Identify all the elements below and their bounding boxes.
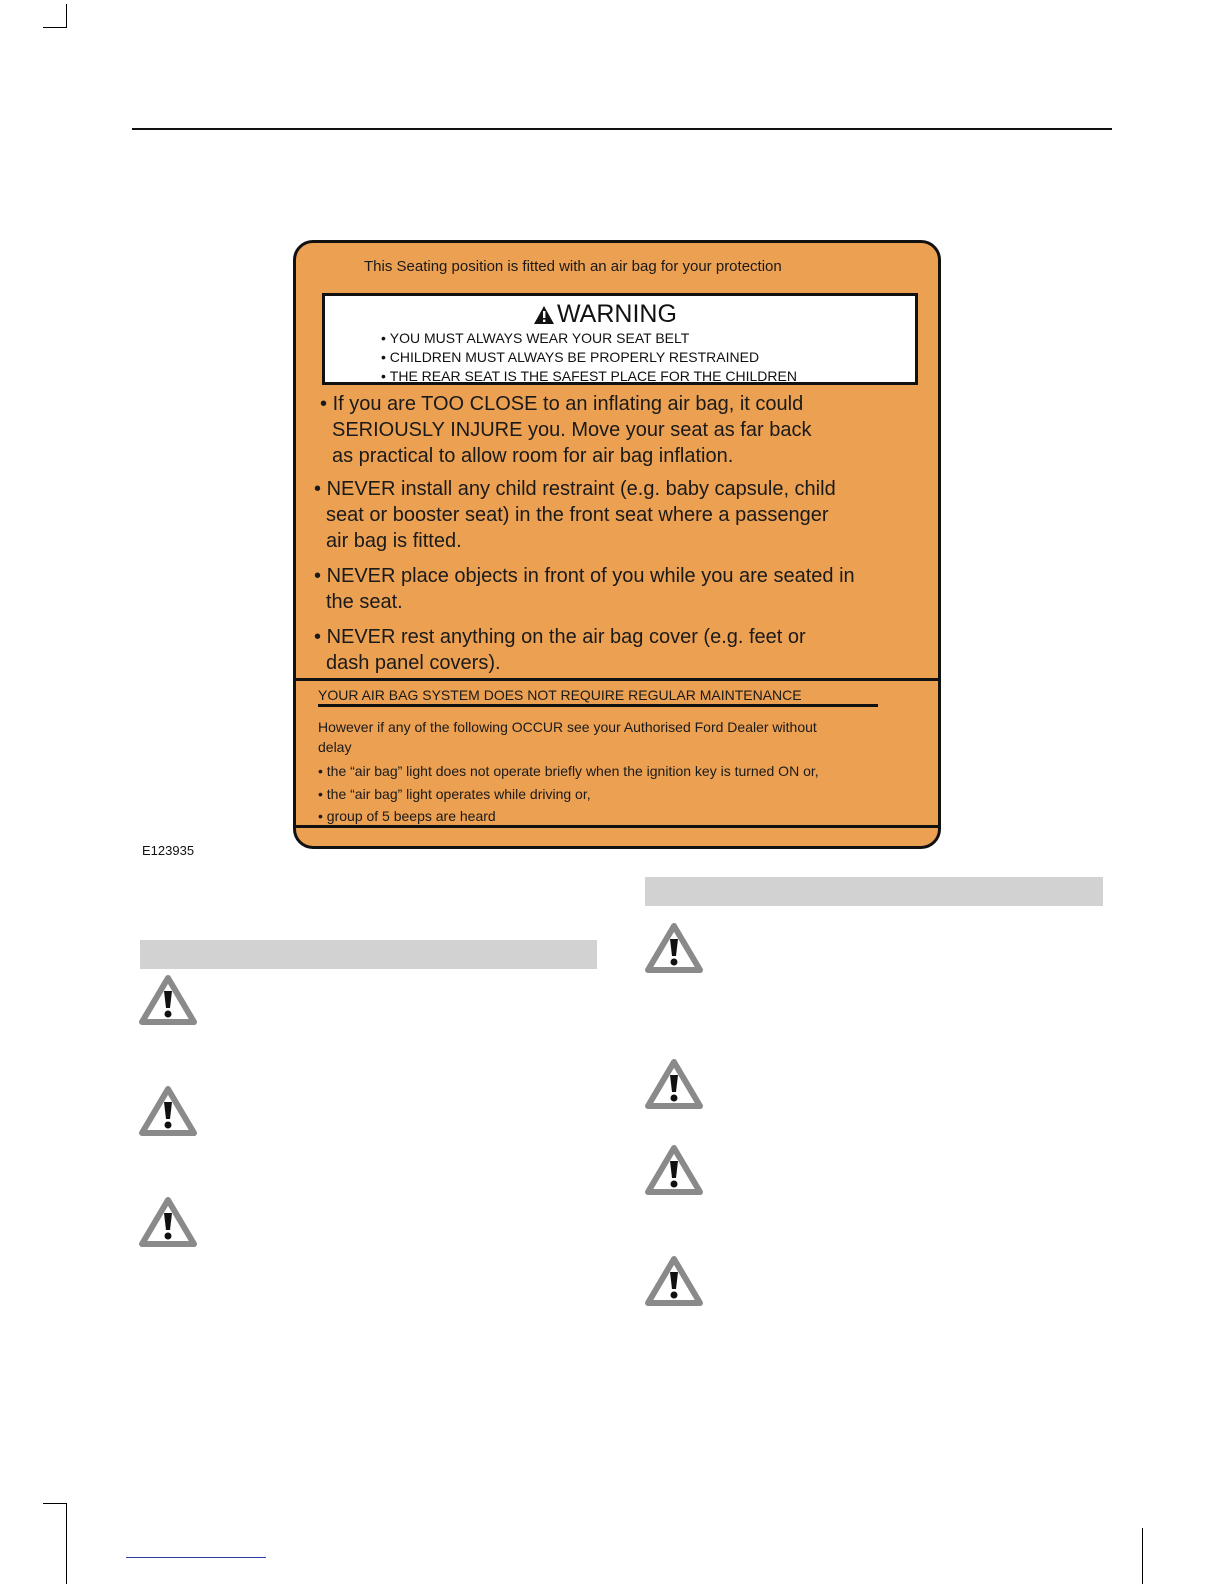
- warning-triangle-icon: [138, 974, 198, 1026]
- safety-point: • NEVER install any child restraint (e.g. baby capsule, child seat or booster seat) in the front seat where a passenger air bag is fitted.: [314, 476, 846, 554]
- maintenance-item: • group of 5 beeps are heard: [318, 805, 819, 828]
- crop-mark-bottom-left-horizontal: [43, 1503, 67, 1504]
- warning-triangle-icon: [533, 305, 555, 325]
- maintenance-item: • the “air bag” light operates while driving or,: [318, 783, 819, 806]
- warning-triangle-icon: [644, 922, 704, 974]
- warning-triangle-icon: [138, 1085, 198, 1137]
- warning-triangle-icon: [644, 1255, 704, 1307]
- safety-point: • NEVER rest anything on the air bag cover (e.g. feet or dash panel covers).: [314, 624, 826, 676]
- maintenance-text: However if any of the following OCCUR see your Authorised Ford Dealer without delay: [318, 719, 817, 755]
- figure-id: E123935: [142, 843, 195, 858]
- warning-heading: [533, 300, 677, 329]
- maintenance-underline: [318, 704, 878, 707]
- warning-item: • CHILDREN MUST ALWAYS BE PROPERLY RESTRAINED: [381, 348, 797, 367]
- warning-item: • YOU MUST ALWAYS WEAR YOUR SEAT BELT: [381, 329, 797, 348]
- warning-list: [381, 329, 797, 386]
- safety-point: • If you are TOO CLOSE to an inflating air bag, it could SERIOUSLY INJURE you. Move your seat as far back as practical to allow room for air bag inflation.: [320, 391, 812, 469]
- maintenance-title: YOUR AIR BAG SYSTEM DOES NOT REQUIRE REGULAR MAINTENANCE: [318, 687, 802, 703]
- header-rule: [132, 128, 1112, 130]
- crop-mark-top-left-vertical: [66, 4, 67, 28]
- crop-mark-bottom-right-vertical: [1142, 1528, 1143, 1584]
- section-heading-bar: [645, 877, 1103, 906]
- warning-item: • THE REAR SEAT IS THE SAFEST PLACE FOR THE CHILDREN: [381, 367, 797, 386]
- footer-link-underline: [126, 1557, 266, 1558]
- warning-triangle-icon: [138, 1196, 198, 1248]
- crop-mark-bottom-left-vertical: [66, 1503, 67, 1584]
- maintenance-item: • the “air bag” light does not operate briefly when the ignition key is turned ON or,: [318, 760, 819, 783]
- safety-point: • NEVER place objects in front of you while you are seated in the seat.: [314, 563, 886, 615]
- label-divider: [296, 678, 938, 681]
- maintenance-list: [318, 760, 819, 828]
- section-heading-bar: [140, 940, 597, 969]
- safety-points: [314, 391, 924, 676]
- warning-triangle-icon: [644, 1058, 704, 1110]
- label-divider: [296, 825, 938, 828]
- warning-triangle-icon: [644, 1144, 704, 1196]
- warning-title: WARNING: [557, 300, 677, 328]
- crop-mark-top-left-horizontal: [43, 27, 67, 28]
- airbag-warning-label: [293, 240, 941, 849]
- label-header: This Seating position is fitted with an air bag for your protection: [364, 258, 782, 275]
- warning-box: [322, 293, 918, 385]
